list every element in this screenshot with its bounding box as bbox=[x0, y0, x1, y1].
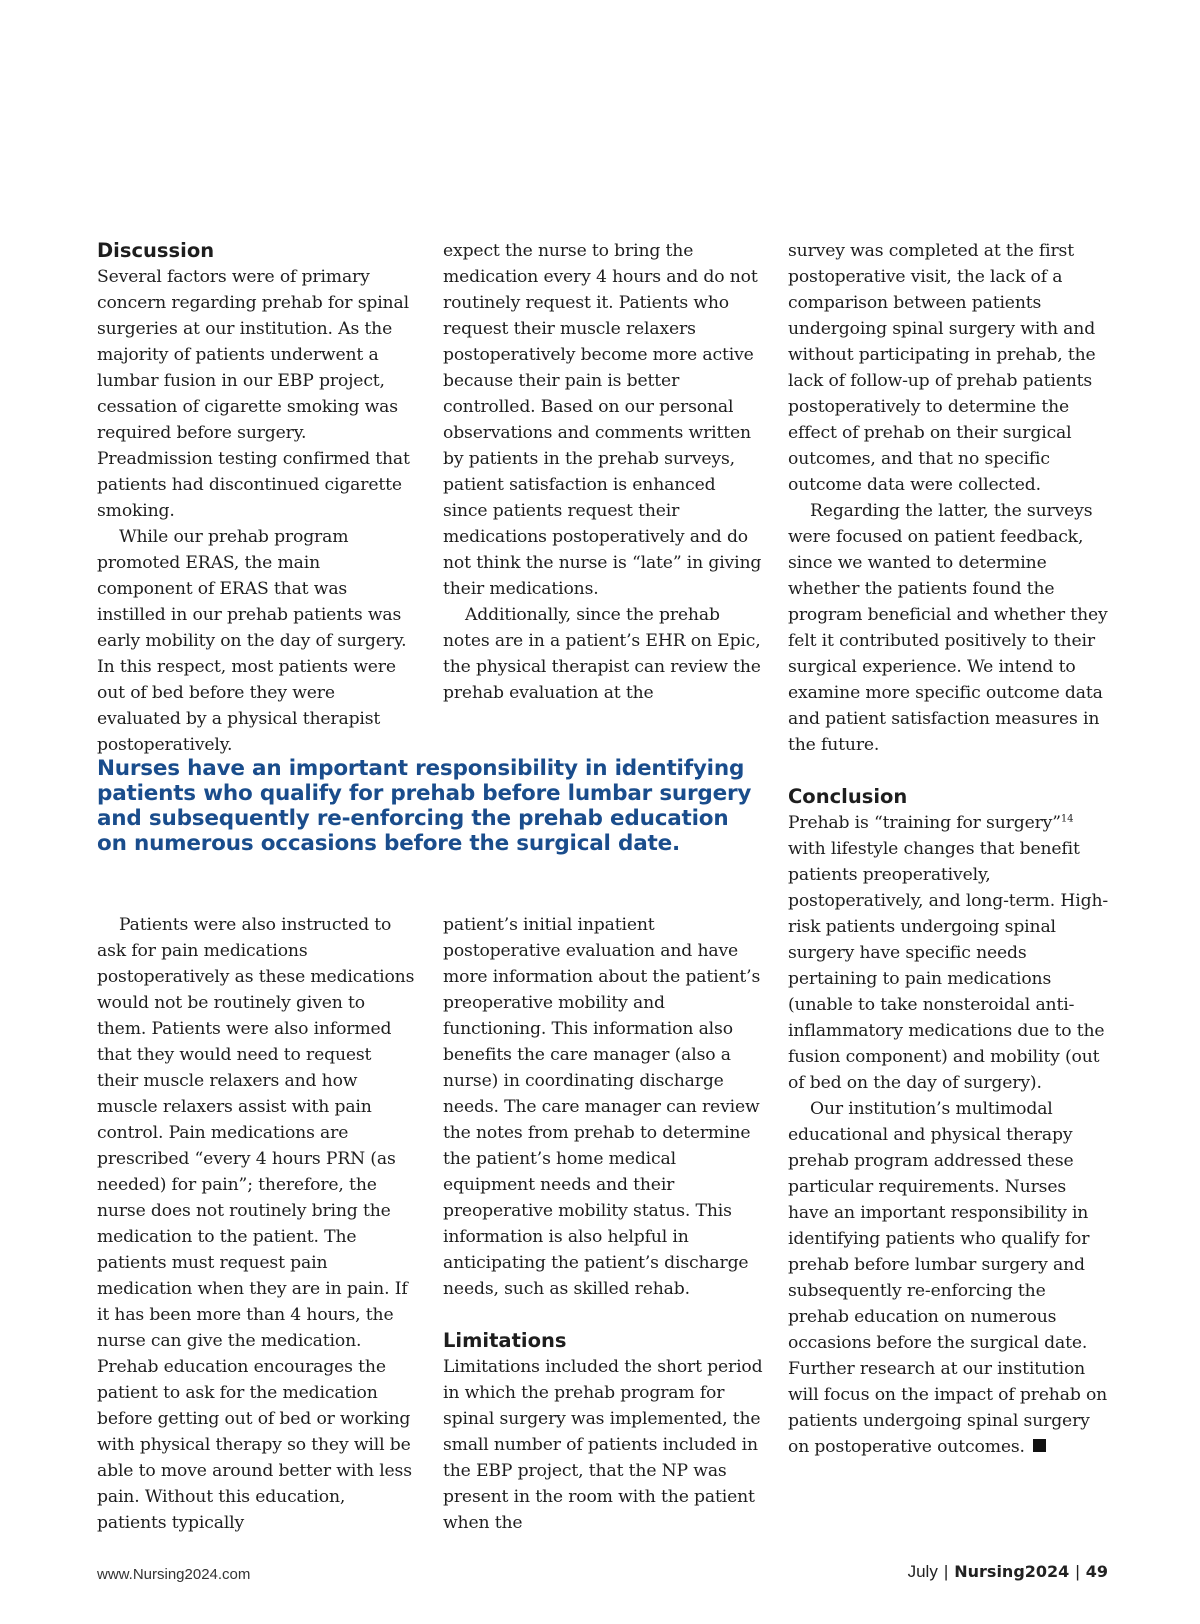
footer-month: July bbox=[907, 1562, 938, 1581]
column-3 bbox=[788, 238, 1110, 1460]
discussion-paragraph-2: While our prehab program promoted ERAS, the main component of ERAS that was instilled in our prehab patients was early mobility on the day of surgery. In this respect, most patients were out of bed before they were evaluated by a physical therapist postoperatively. bbox=[97, 527, 407, 755]
end-of-article-mark bbox=[1033, 1439, 1046, 1452]
footer-website: www.Nursing2024.com bbox=[97, 1566, 251, 1583]
discussion-paragraph-3: Patients were also instructed to ask for pain medications postoperatively as these medications would not be routinely given to them. Patients were also informed that they would need to request their muscle relaxers and how muscle relaxers assist with pain control. Pain medications are prescribed “every 4 hours PRN (as needed) for pain”; therefore, the nurse does not routinely bring the medication to the patient. The patients must request pain medication when they are in pain. If it has been more than 4 hours, the nurse can give the medication. Prehab education encourages the patient to ask for the medication before getting out of bed or working with physical therapy so they will be able to move around better with less pain. Without this education, patients typically bbox=[97, 915, 415, 1533]
footer-folio bbox=[908, 1562, 1108, 1582]
conclusion-text-after-ref: with lifestyle changes that benefit patients preoperatively, postoperatively, and long-term. High-risk patients undergoing spinal surgery have specific needs pertaining to pain medications (unable to take nonsteroidal anti-inflammatory medications due to the fusion component) and mobility (out of bed on the day of surgery). bbox=[788, 839, 1109, 1093]
discussion-column-top bbox=[97, 238, 417, 758]
footer-page-number: 49 bbox=[1085, 1562, 1108, 1581]
pull-quote: Nurses have an important responsibility in identifying patients who qualify for prehab before lumbar surgery and subsequently re-enforcing the prehab education on numerous occasions before the surgical date. bbox=[97, 756, 752, 856]
conclusion-paragraph-1 bbox=[788, 810, 1110, 1096]
limitations-heading: Limitations bbox=[443, 1329, 567, 1352]
footer-divider: | bbox=[943, 1562, 949, 1581]
conclusion-paragraph-2-text: Our institution’s multimodal educational and physical therapy prehab program addressed these particular requirements. Nurses have an important responsibility in identifying patients who qualify for prehab before lumbar surgery and subsequently re-enforcing the prehab education on numerous occasions before the surgical date. Further research at our institution will focus on the impact of prehab on patients undergoing spinal surgery on postoperative outcomes. bbox=[788, 1099, 1108, 1457]
discussion-column-bottom bbox=[97, 912, 417, 1536]
discussion-column-2-top bbox=[443, 238, 763, 706]
discussion-paragraph-3-continued: expect the nurse to bring the medication every 4 hours and do not routinely request it. Patients who request their muscle relaxers postoperatively become more active because their pain is better controlled. Based on our personal observations and comments written by patients in the prehab surveys, patient satisfaction is enhanced since patients request their medications postoperatively and do not think the nurse is “late” in giving their medications. bbox=[443, 241, 762, 599]
footer-divider: | bbox=[1075, 1562, 1080, 1581]
discussion-paragraph-4-start bbox=[443, 602, 763, 706]
discussion-paragraph-4-continued: patient’s initial inpatient postoperative evaluation and have more information about the patient’s preoperative mobility and functioning. This information also benefits the care manager (also a nurse) in coordinating discharge needs. The care manager can review the notes from prehab to determine the patient’s home medical equipment needs and their preoperative mobility status. This information is also helpful in anticipating the patient’s discharge needs, such as skilled rehab. bbox=[443, 915, 761, 1299]
discussion-paragraph-1: Several factors were of primary concern regarding prehab for spinal surgeries at our institution. As the majority of patients underwent a lumbar fusion in our EBP project, cessation of cigarette smoking was required before surgery. Preadmission testing confirmed that patients had discontinued cigarette smoking. bbox=[97, 267, 410, 521]
limitations-paragraph-2: Regarding the latter, the surveys were focused on patient feedback, since we wanted to determine whether the patients found the program beneficial and whether they felt it contributed positively to their surgical experience. We intend to examine more specific outcome data and patient satisfaction measures in the future. bbox=[788, 501, 1108, 755]
conclusion-text-before-ref: Prehab is “training for surgery” bbox=[788, 813, 1061, 833]
discussion-paragraph-4-text: Additionally, since the prehab notes are in a patient’s EHR on Epic, the physical therapist can review the prehab evaluation at the bbox=[443, 605, 761, 703]
conclusion-heading: Conclusion bbox=[788, 785, 908, 808]
conclusion-paragraph-2 bbox=[788, 1096, 1110, 1460]
limitations-paragraph-1-start: Limitations included the short period in which the prehab program for spinal surgery was implemented, the small number of patients included in the EBP project, that the NP was present in the room with the patient when the bbox=[443, 1357, 763, 1533]
reference-superscript: 14 bbox=[1060, 813, 1074, 825]
footer-journal: Nursing2024 bbox=[954, 1562, 1070, 1581]
column-2-bottom bbox=[443, 912, 763, 1536]
limitations-paragraph-1-continued: survey was completed at the first postoperative visit, the lack of a comparison between patients undergoing spinal surgery with and without participating in prehab, the lack of follow-up of prehab patients postoperatively to determine the effect of prehab on their surgical outcomes, and that no specific outcome data were collected. bbox=[788, 241, 1096, 495]
discussion-heading: Discussion bbox=[97, 239, 215, 262]
